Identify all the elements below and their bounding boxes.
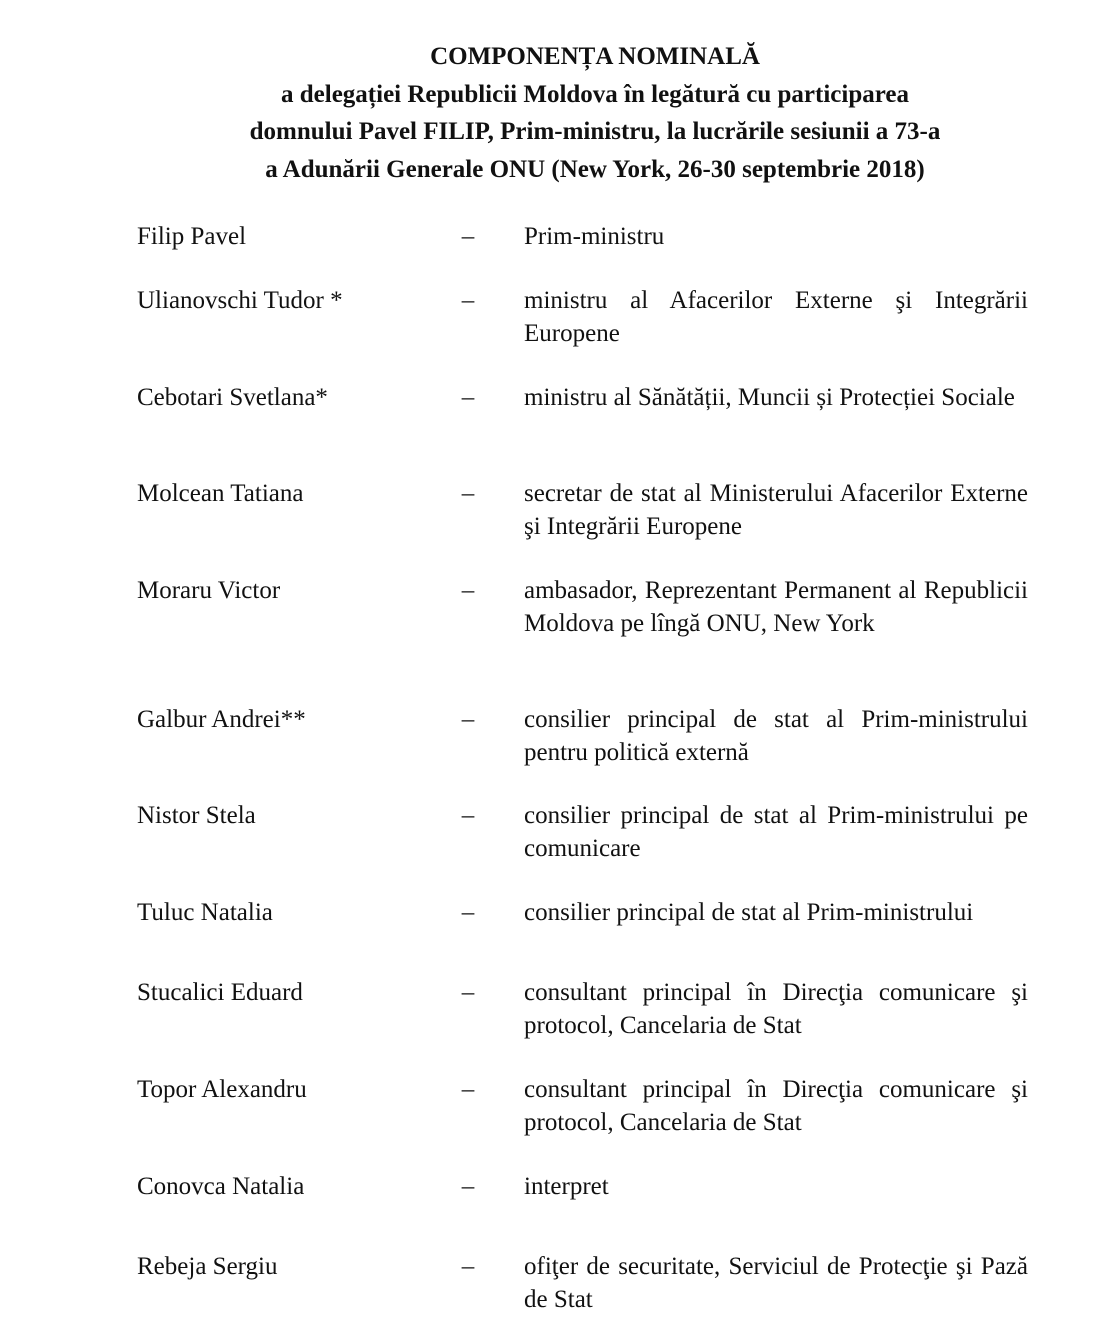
member-name: Stucalici Eduard [137, 979, 303, 1006]
dash-separator: – [461, 223, 475, 250]
member-name: Ulianovschi Tudor * [137, 287, 343, 314]
dash-separator: – [461, 802, 475, 829]
member-name: Galbur Andrei** [137, 706, 306, 733]
member-name: Moraru Victor [137, 577, 281, 604]
member-name: Tuluc Natalia [137, 899, 273, 926]
member-role: secretar de stat al Ministerului Afacerilor Externe şi Integrării Europene [524, 480, 1028, 540]
member-role: consultant principal în Direcţia comunicare şi protocol, Cancelaria de Stat [524, 979, 1028, 1039]
dash-separator: – [461, 979, 475, 1006]
header-subtitle-line-3: a Adunării Generale ONU (New York, 26-30 septembrie 2018) [265, 155, 925, 183]
dash-separator: – [461, 1173, 475, 1200]
member-name: Cebotari Svetlana* [137, 384, 328, 411]
header-title: COMPONENȚA NOMINALĂ [430, 43, 760, 70]
dash-separator: – [461, 384, 475, 411]
header-subtitle-line-1: a delegației Republicii Moldova în legătură cu participarea [281, 80, 909, 108]
member-role: consilier principal de stat al Prim-ministrului pe comunicare [524, 802, 1028, 862]
member-name: Molcean Tatiana [137, 480, 304, 507]
document-header [0, 38, 1104, 188]
member-name: Filip Pavel [137, 223, 247, 250]
member-role: interpret [524, 1173, 609, 1200]
member-name: Nistor Stela [137, 802, 256, 829]
dash-separator: – [461, 1253, 475, 1280]
member-name: Rebeja Sergiu [137, 1253, 278, 1280]
dash-separator: – [461, 706, 475, 733]
member-role: ambasador, Reprezentant Permanent al Republicii Moldova pe lîngă ONU, New York [524, 577, 1028, 637]
dash-separator: – [461, 1076, 475, 1103]
member-name: Topor Alexandru [137, 1076, 307, 1103]
header-subtitle-line-2: domnului Pavel FILIP, Prim-ministru, la lucrările sesiunii a 73-a [249, 118, 941, 145]
dash-separator: – [461, 287, 475, 314]
member-role: consilier principal de stat al Prim-ministrului pentru politică externă [524, 706, 1028, 766]
member-role: Prim-ministru [524, 223, 665, 250]
dash-separator: – [461, 480, 475, 507]
dash-separator: – [461, 577, 475, 604]
member-name: Conovca Natalia [137, 1173, 305, 1200]
dash-separator: – [461, 899, 475, 926]
member-role: ofiţer de securitate, Serviciul de Protecţie şi Pază de Stat [524, 1253, 1028, 1313]
member-role: consultant principal în Direcţia comunicare şi protocol, Cancelaria de Stat [524, 1076, 1028, 1136]
member-role: ministru al Sănătății, Muncii și Protecției Sociale [524, 384, 1015, 411]
member-role: ministru al Afacerilor Externe şi Integrării Europene [524, 287, 1028, 347]
member-role: consilier principal de stat al Prim-ministrului [524, 899, 974, 926]
